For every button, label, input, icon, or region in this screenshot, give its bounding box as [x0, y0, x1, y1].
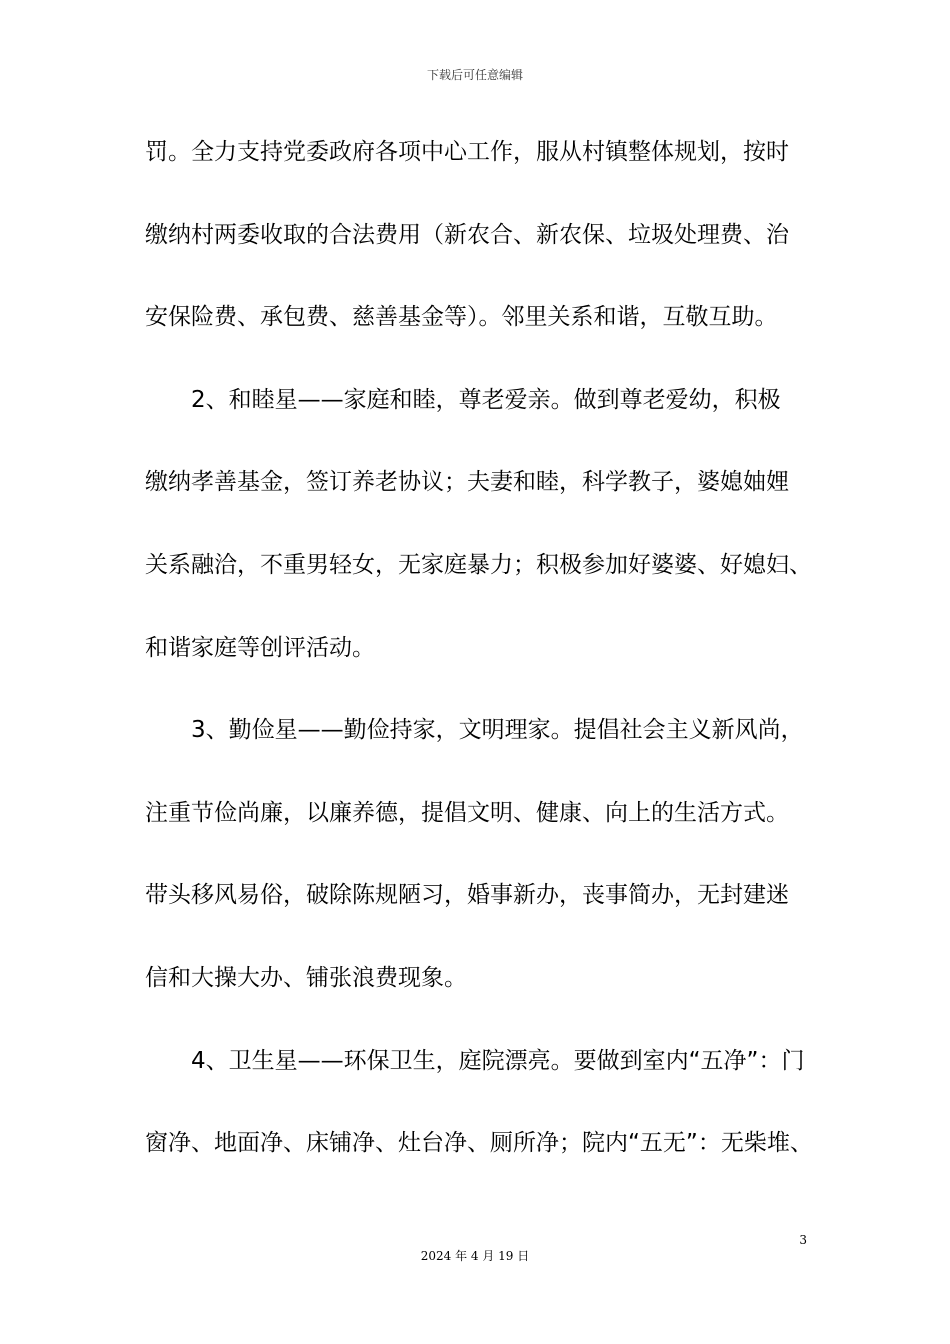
page-footer-date: 2024 年 4 月 19 日	[420, 1249, 530, 1263]
paragraph-start-line: 2、和睦星——家庭和睦，尊老爱亲。做到尊老爱幼，积极	[191, 386, 781, 413]
body-line: 窗净、地面净、床铺净、灶台净、厕所净；院内“五无”：无柴堆、	[145, 1130, 813, 1157]
body-line: 关系融洽，不重男轻女，无家庭暴力；积极参加好婆婆、好媳妇、	[145, 551, 812, 578]
page-number: 3	[799, 1233, 807, 1247]
body-line: 缴纳村两委收取的合法费用（新农合、新农保、垃圾处理费、治	[145, 221, 789, 248]
document-body	[145, 132, 813, 1206]
body-line: 缴纳孝善基金，签订养老协议；夫妻和睦，科学教子，婆媳妯娌	[145, 469, 789, 496]
paragraph-start-line: 3、勤俭星——勤俭持家，文明理家。提倡社会主义新风尚，	[191, 717, 804, 744]
body-line: 罚。全力支持党委政府各项中心工作，服从村镇整体规划，按时	[145, 139, 789, 165]
body-line: 信和大操大办、铺张浪费现象。	[145, 964, 467, 991]
page-header: 下载后可任意编辑	[426, 68, 523, 82]
body-line: 和谐家庭等创评活动。	[145, 634, 375, 661]
body-line: 安保险费、承包费、慈善基金等）。邻里关系和谐，互敬互助。	[145, 304, 778, 331]
body-line: 注重节俭尚廉，以廉养德，提倡文明、健康、向上的生活方式。	[145, 799, 789, 826]
paragraph-start-line: 4、卫生星——环保卫生，庭院漂亮。要做到室内“五净”：门	[191, 1047, 805, 1074]
body-line: 带头移风易俗，破除陈规陋习，婚事新办，丧事简办，无封建迷	[145, 882, 789, 909]
